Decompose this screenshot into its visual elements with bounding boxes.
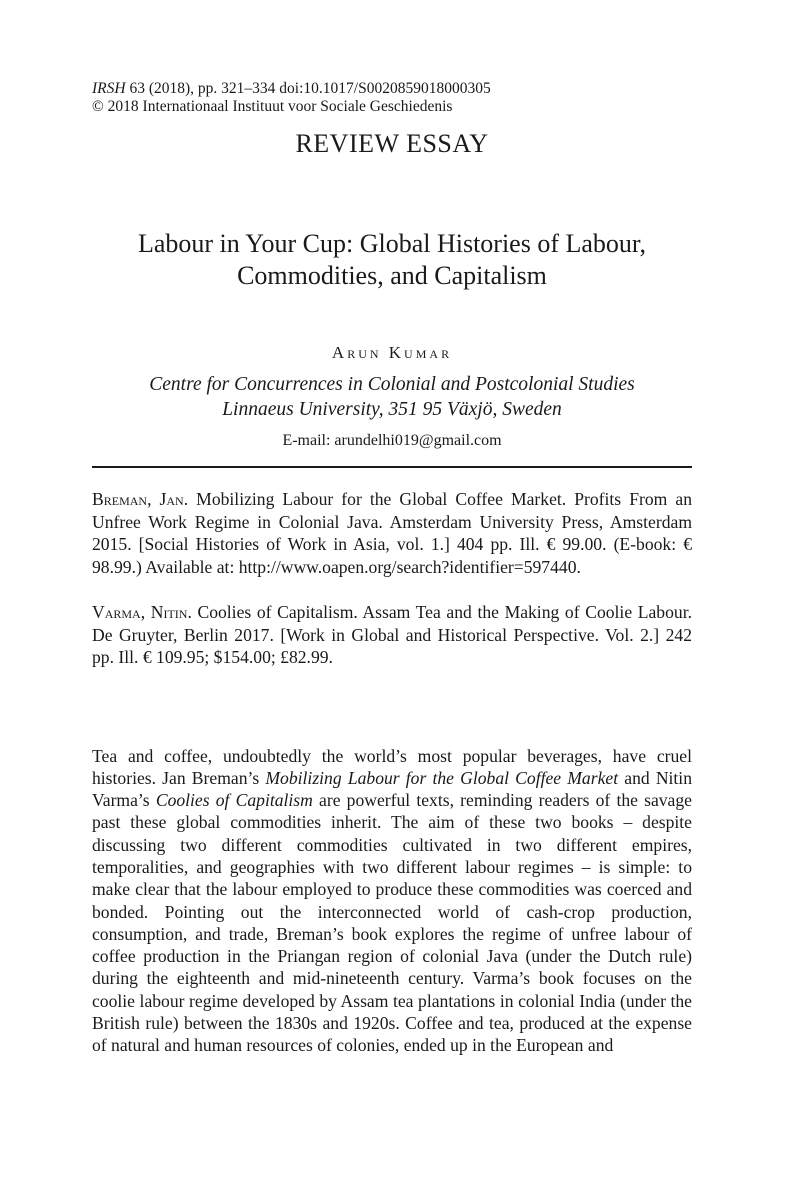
journal-citation <box>92 80 692 98</box>
book-title-breman: Mobilizing Labour for the Global Coffee Market <box>265 767 619 788</box>
section-heading: REVIEW ESSAY <box>295 129 489 158</box>
body-paragraph <box>92 745 692 1057</box>
article-title-line-2: Commodities, and Capitalism <box>237 261 547 290</box>
author-name: Arun Kumar <box>331 343 453 362</box>
article-page <box>92 80 692 1057</box>
body-text-segment: and Nitin Varma’s <box>92 767 692 811</box>
book-author: Varma, Nitin <box>92 602 188 622</box>
article-title-line-1: Labour in Your Cup: Global Histories of Labour, <box>137 229 647 258</box>
article-title <box>92 228 692 292</box>
reviewed-book-2 <box>92 601 692 669</box>
book-title-varma: Coolies of Capitalism <box>155 790 313 811</box>
journal-volume-pages-doi: 63 (2018), pp. 321–334 doi:10.1017/S0020859018000305 <box>125 80 491 97</box>
body-text-segment: Tea and coffee, undoubtedly the world’s most popular beverages, have cruel histories. Jan Breman’s <box>92 745 692 788</box>
book-author: Breman, Jan <box>92 489 184 509</box>
book-citation: . Coolies of Capitalism. Assam Tea and the Making of Coolie Labour. De Gruyter, Berlin 2017. [Work in Global and Historical Perspective. Vol. 2.] 242 pp. Ill. € 109.95; $154.00; £82.99. <box>92 602 692 667</box>
divider-rule <box>92 466 692 468</box>
copyright-line: © 2018 Internationaal Instituut voor Sociale Geschiedenis <box>92 98 453 115</box>
affiliation-line-1: Centre for Concurrences in Colonial and Postcolonial Studies <box>149 374 635 395</box>
journal-abbreviation: IRSH <box>92 80 126 97</box>
author-email: E-mail: arundelhi019@gmail.com <box>282 432 502 449</box>
book-citation: . Mobilizing Labour for the Global Coffee Market. Profits From an Unfree Work Regime in Colonial Java. Amsterdam University Press, Amsterdam 2015. [Social Histories of Work in Asia, vol. 1.] 404 pp. Ill. € 99.00. (E-book: € 98.99.) Available at: http://www.oapen.org/search?identifier=597440. <box>92 489 693 577</box>
author-affiliation <box>92 372 692 422</box>
body-text-segment: are powerful texts, reminding readers of the savage past these global commodities inherit. The aim of these two books – despite discussing two different commodities cultivated in two different empires, temporalities, and geographies with two different labour regimes – is simple: to make clear that the labour employed to produce these commodities was coerced and bonded. Pointing out the interconnected world of cash-crop production, consumption, and trade, Breman’s book explores the regime of unfree labour of coffee production in the Priangan region of colonial Java (under the Dutch rule) during the eighteenth and mid-nineteenth century. Varma’s book focuses on the coolie labour regime developed by Assam tea plantations in colonial India (under the British rule) between the 1830s and 1920s. Coffee and tea, produced at the expense of natural and human resources of colonies, ended up in the European and <box>92 790 692 1056</box>
reviewed-book-1 <box>92 488 692 578</box>
affiliation-line-2: Linnaeus University, 351 95 Växjö, Sweden <box>222 399 562 420</box>
